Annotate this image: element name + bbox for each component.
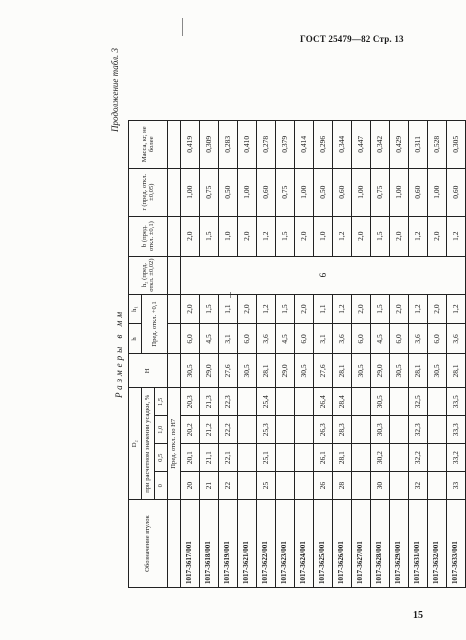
h-cell: 4,5 [371,324,390,354]
d2-shrink-05-cell: 20,1 [181,444,200,472]
H-cell: 30,5 [181,354,200,388]
d2-shrink-0-cell: 22 [219,472,238,500]
h1-cell: 2,0 [390,294,409,324]
header-tolerance-h7: Пред. откл. по Н7 [168,388,181,500]
H-cell: 27,6 [314,354,333,388]
h1-cell: 1,1 [219,294,238,324]
b-cell: 2,0 [181,216,200,256]
d2-shrink-0-cell: 25 [257,472,276,500]
d2-shrink-05-cell: 22,1 [219,444,238,472]
d2-shrink-10-cell: 28,3 [333,416,352,444]
b-cell: 2,0 [295,216,314,256]
b-cell: 2,0 [238,216,257,256]
designation-cell: 1017-3627/001 [352,500,371,588]
d2-shrink-10-cell: 30,3 [371,416,390,444]
d2-shrink-05-cell: 30,2 [371,444,390,472]
r-cell: 1,00 [390,168,409,216]
d2-shrink-10-cell: 21,2 [200,416,219,444]
mass-cell: 0,309 [200,120,219,168]
d2-shrink-0-cell: 32 [409,472,428,500]
designation-cell: 1017-3618/001 [200,500,219,588]
d2-shrink-10-cell [390,416,409,444]
designation-cell: 1017-3628/001 [371,500,390,588]
h1-cell: 1,2 [447,294,466,324]
designation-cell: 1017-3629/001 [390,500,409,588]
r-cell: 1,00 [295,168,314,216]
d2-shrink-15-cell [428,388,447,416]
d2-shrink-05-cell: 33,2 [447,444,466,472]
h1-cell: 1,5 [276,294,295,324]
table-caption: Размеры в мм [114,308,124,398]
h2-cell: 6 [181,256,466,294]
H-cell: 28,1 [409,354,428,388]
H-cell: 30,5 [238,354,257,388]
d2-shrink-10-cell [428,416,447,444]
h1-cell: 1,1 [314,294,333,324]
d2-shrink-0-cell [238,472,257,500]
header-b: b (пред. откл. ±0,1) [129,216,168,256]
page-number: 15 [413,610,423,621]
d2-shrink-15-cell [238,388,257,416]
d2-shrink-15-cell [352,388,371,416]
d2-shrink-15-cell: 21,3 [200,388,219,416]
h-cell: 3,6 [257,324,276,354]
b-cell: 1,2 [409,216,428,256]
h-cell: 3,1 [219,324,238,354]
d2-shrink-10-cell: 25,3 [257,416,276,444]
d2-shrink-10-cell: 33,3 [447,416,466,444]
header-mass: Масса, кг, не более [129,120,168,168]
continuation-label: Продолжение табл. 3 [110,48,120,132]
r-cell: 0,75 [276,168,295,216]
d2-shrink-15-cell: 20,3 [181,388,200,416]
d2-shrink-05-cell [390,444,409,472]
r-cell: 0,60 [447,168,466,216]
h1-cell: 2,0 [238,294,257,324]
designation-cell: 1017-3617/001 [181,500,200,588]
H-cell: 28,1 [447,354,466,388]
mass-cell: 0,305 [447,120,466,168]
H-cell: 30,5 [352,354,371,388]
d2-shrink-10-cell: 32,3 [409,416,428,444]
H-cell: 28,1 [333,354,352,388]
d2-shrink-05-cell [352,444,371,472]
r-cell: 1,00 [181,168,200,216]
H-cell: 30,5 [390,354,409,388]
d2-shrink-0-cell [428,472,447,500]
d2-shrink-15-cell [390,388,409,416]
d2-shrink-0-cell: 26 [314,472,333,500]
table-row [447,49,466,588]
h-cell: 3,6 [447,324,466,354]
header-h: h [129,324,142,354]
d2-shrink-10-cell: 20,2 [181,416,200,444]
d2-shrink-05-cell [428,444,447,472]
d2-shrink-15-cell: 28,4 [333,388,352,416]
h-cell: 4,5 [276,324,295,354]
d2-shrink-15-cell: 30,5 [371,388,390,416]
b-cell: 1,0 [314,216,333,256]
d2-shrink-10-cell: 22,2 [219,416,238,444]
mass-cell: 0,283 [219,120,238,168]
designation-cell: 1017-3631/001 [409,500,428,588]
mass-cell: 0,311 [409,120,428,168]
mass-cell: 0,296 [314,120,333,168]
h-cell: 6,0 [352,324,371,354]
mass-cell: 0,528 [428,120,447,168]
designation-cell: 1017-3625/001 [314,500,333,588]
mass-cell: 0,342 [371,120,390,168]
d2-shrink-15-cell: 32,5 [409,388,428,416]
table-row [409,49,428,588]
H-cell: 27,6 [219,354,238,388]
header-shrink-10: 1,0 [155,416,168,444]
header-d2: D₂ [129,388,142,500]
b-cell: 1,2 [257,216,276,256]
table-row [238,49,257,588]
table-row [257,49,276,588]
designation-cell: 1017-3622/001 [257,500,276,588]
header-tolerance-h: Пред. откл. +0,1 [142,294,168,354]
d2-shrink-15-cell [295,388,314,416]
mass-cell: 0,447 [352,120,371,168]
mass-cell: 0,344 [333,120,352,168]
d2-shrink-15-cell: 33,5 [447,388,466,416]
d2-shrink-15-cell: 25,4 [257,388,276,416]
designation-cell: 1017-3621/001 [238,500,257,588]
r-cell: 0,60 [257,168,276,216]
header-shrink-group: при расчетном значении усадки, % [142,388,155,500]
table-row [371,49,390,588]
h-cell: 3,1 [314,324,333,354]
r-cell: 0,75 [200,168,219,216]
table-row [295,49,314,588]
header-h1: h₁ [129,294,142,324]
H-cell: 29,0 [371,354,390,388]
designation-cell: 1017-3632/001 [428,500,447,588]
b-cell: 1,5 [371,216,390,256]
table-row [333,49,352,588]
d2-shrink-10-cell [276,416,295,444]
h1-cell: 1,2 [257,294,276,324]
table-row [181,49,200,588]
page-header: ГОСТ 25479—82 Стр. 13 [300,34,404,44]
header-r: r (пред. откл. ±0,05) [129,168,168,216]
d2-shrink-10-cell [295,416,314,444]
r-cell: 1,00 [428,168,447,216]
table-row [314,49,333,588]
d2-shrink-0-cell [276,472,295,500]
d2-shrink-0-cell: 33 [447,472,466,500]
b-cell: 1,5 [200,216,219,256]
h-cell: 6,0 [238,324,257,354]
d2-shrink-15-cell [276,388,295,416]
d2-shrink-05-cell: 25,1 [257,444,276,472]
d2-shrink-05-cell [276,444,295,472]
r-cell: 0,50 [314,168,333,216]
d2-shrink-0-cell: 30 [371,472,390,500]
d2-shrink-10-cell [352,416,371,444]
d2-shrink-0-cell: 21 [200,472,219,500]
mass-cell: 0,410 [238,120,257,168]
mass-cell: 0,379 [276,120,295,168]
h1-cell: 2,0 [428,294,447,324]
h1-cell: 1,2 [333,294,352,324]
d2-shrink-05-cell [238,444,257,472]
header-H: H [129,354,168,388]
h1-cell: 2,0 [295,294,314,324]
mass-cell: 0,414 [295,120,314,168]
h-cell: 3,6 [333,324,352,354]
H-cell: 28,1 [257,354,276,388]
h1-cell: 2,0 [352,294,371,324]
d2-shrink-0-cell [295,472,314,500]
mass-cell: 0,429 [390,120,409,168]
b-cell: 2,0 [352,216,371,256]
mass-cell: 0,419 [181,120,200,168]
designation-cell: 1017-3623/001 [276,500,295,588]
header-shrink-15: 1,5 [155,388,168,416]
d2-shrink-15-cell: 26,4 [314,388,333,416]
header-h2: h₂ (пред. откл. ±0,02) [129,256,168,294]
d2-shrink-05-cell: 32,2 [409,444,428,472]
h-cell: 6,0 [295,324,314,354]
header-shrink-05: 0,5 [155,444,168,472]
d2-shrink-0-cell [352,472,371,500]
r-cell: 0,60 [333,168,352,216]
b-cell: 1,2 [333,216,352,256]
d2-shrink-05-cell: 28,1 [333,444,352,472]
H-cell: 30,5 [428,354,447,388]
d2-shrink-15-cell: 22,3 [219,388,238,416]
r-cell: 0,60 [409,168,428,216]
scan-mark [182,18,183,36]
b-cell: 1,5 [276,216,295,256]
h1-cell: 2,0 [181,294,200,324]
d2-shrink-05-cell: 21,1 [200,444,219,472]
b-cell: 1,0 [219,216,238,256]
H-cell: 29,0 [276,354,295,388]
h-cell: 6,0 [181,324,200,354]
r-cell: 1,00 [238,168,257,216]
table-row [219,49,238,588]
table-row [276,49,295,588]
r-cell: 1,00 [352,168,371,216]
d2-shrink-10-cell [238,416,257,444]
b-cell: 2,0 [428,216,447,256]
designation-cell: 1017-3624/001 [295,500,314,588]
b-cell: 2,0 [390,216,409,256]
designation-cell: 1017-3633/001 [447,500,466,588]
r-cell: 0,75 [371,168,390,216]
header-designation: Обозначение втулок [129,500,168,588]
table-row [352,49,371,588]
H-cell: 29,0 [200,354,219,388]
d2-shrink-05-cell: 26,1 [314,444,333,472]
d2-shrink-0-cell: 28 [333,472,352,500]
r-cell: 0,50 [219,168,238,216]
table-row [428,49,447,588]
header-shrink-0: 0 [155,472,168,500]
designation-cell: 1017-3626/001 [333,500,352,588]
h-cell: 3,6 [409,324,428,354]
h-cell: 6,0 [428,324,447,354]
H-cell: 30,5 [295,354,314,388]
h1-cell: 1,5 [371,294,390,324]
table-row [390,49,409,588]
d2-shrink-0-cell: 20 [181,472,200,500]
d2-shrink-05-cell [295,444,314,472]
dimensions-table [128,48,466,588]
b-cell: 1,2 [447,216,466,256]
d2-shrink-0-cell [390,472,409,500]
h1-cell: 1,5 [200,294,219,324]
h-cell: 6,0 [390,324,409,354]
h-cell: 4,5 [200,324,219,354]
rotated-page [110,48,460,588]
table-row [200,49,219,588]
designation-cell: 1017-3619/001 [219,500,238,588]
h1-cell: 1,2 [409,294,428,324]
table-block [110,48,460,588]
mass-cell: 0,278 [257,120,276,168]
d2-shrink-10-cell: 26,3 [314,416,333,444]
